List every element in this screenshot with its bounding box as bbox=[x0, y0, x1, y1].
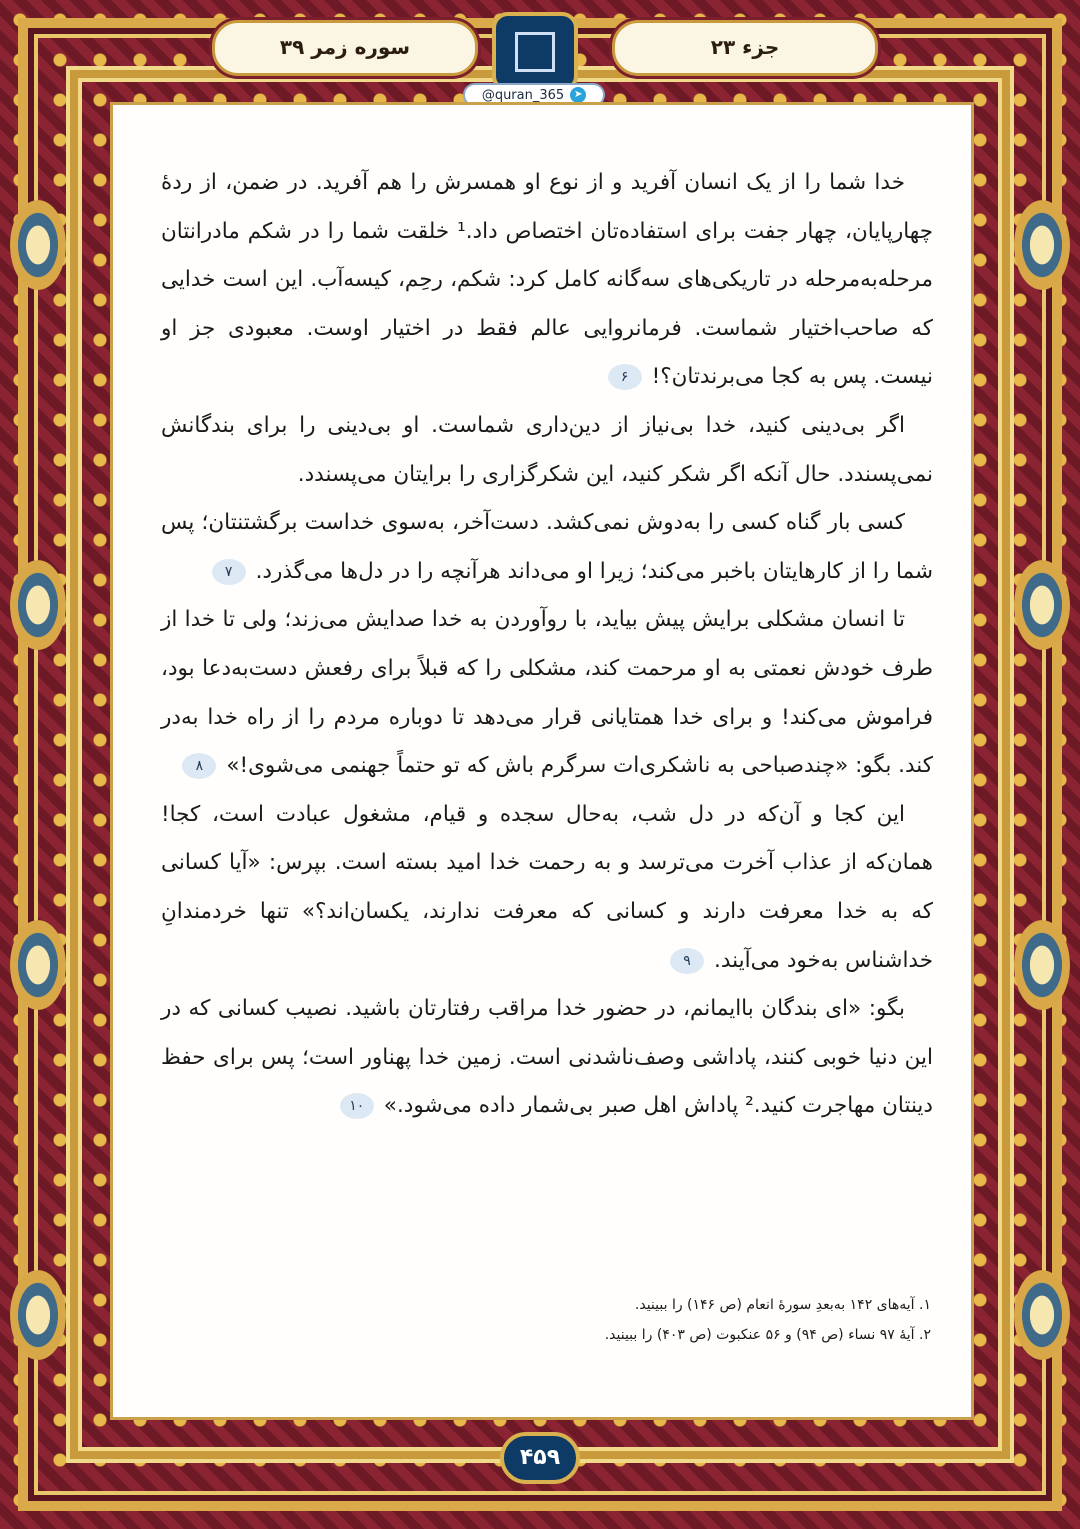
paragraph: کسی بار گناه کسی را به‌دوش نمی‌کشد. دست‌آخر، به‌سوی خداست برگشتنتان؛ پس شما را از کارهایتان باخبر می‌کند؛ زیرا او می‌داند هرآنچه را در دل‌ها می‌گذرد.۷ bbox=[161, 510, 933, 584]
ayah-number: ۸ bbox=[182, 753, 216, 779]
paragraph: اگر بی‌دینی کنید، خدا بی‌نیاز از دین‌داری شماست. او بی‌دینی را برای بندگانش نمی‌پسندد. حال آنکه اگر شکر کنید، این شکرگزاری را برایتان می‌پسندد. bbox=[161, 412, 933, 487]
ayah-number: ۷ bbox=[212, 559, 246, 585]
left-medallion-icon bbox=[10, 200, 66, 290]
right-medallion-icon bbox=[1014, 560, 1070, 650]
footnote: ۲. آیهٔ ۹۷ نساء (ص ۹۴) و ۵۶ عنکبوت (ص ۴۰۳) را ببینید. bbox=[604, 1327, 931, 1343]
kufic-emblem-icon bbox=[492, 12, 578, 92]
paragraph: این کجا و آن‌که در دل شب، به‌حال سجده و قیام، مشغول عبادت است، کجا! همان‌که از عذاب آخرت می‌ترسد و به رحمت خدا امید بسته است. بپرس: «آیا کسانی که به خدا معرفت دارند و کسانی که معرفت ندارند، یکسان‌اند؟» تنها خردمندانِ خداشناس به‌خود می‌آیند.۹ bbox=[161, 801, 933, 973]
left-medallion-icon bbox=[10, 920, 66, 1010]
ayah-number: ۱۰ bbox=[340, 1093, 374, 1119]
ayah-number: ۹ bbox=[670, 948, 704, 974]
footnotes bbox=[411, 1290, 931, 1350]
page-number: ۴۵۹ bbox=[500, 1432, 580, 1484]
left-medallion-icon bbox=[10, 560, 66, 650]
footnote: ۱. آیه‌های ۱۴۲ به‌بعدِ سورهٔ انعام (ص ۱۴۶) را ببینید. bbox=[634, 1297, 931, 1313]
surah-label: سوره زمر ۳۹ bbox=[212, 20, 478, 76]
channel-handle-text: @quran_365 bbox=[481, 87, 565, 103]
right-medallion-icon bbox=[1014, 920, 1070, 1010]
juz-label: جزء ۲۳ bbox=[612, 20, 878, 76]
right-medallion-icon bbox=[1014, 1270, 1070, 1360]
telegram-icon: ➤ bbox=[570, 87, 586, 103]
translation-text bbox=[161, 159, 933, 1131]
right-medallion-icon bbox=[1014, 200, 1070, 290]
ayah-number: ۶ bbox=[608, 364, 642, 390]
text-panel bbox=[110, 102, 974, 1420]
paragraph: تا انسان مشکلی برایش پیش بیاید، با روآوردن به خدا صدایش می‌زند؛ ولی تا خدا از طرف خودش نعمتی به او مرحمت کند، مشکلی را که قبلاً برای رفعش دست‌به‌دعا بود، فراموش می‌کند! و برای خدا همتایانی قرار می‌دهد تا دوباره مردم را از راه خدا به‌در کند. بگو: «چندصباحی به ناشکری‌ات سرگرم باش که تو حتماً جهنمی می‌شوی!»۸ bbox=[161, 607, 933, 779]
paragraph: خدا شما را از یک انسان آفرید و از نوع او همسرش را هم آفرید. در ضمن، از ردهٔ چهارپایان، چهار جفت برای استفاده‌تان اختصاص داد.¹ خلقت شما را در شکم مادرانتان مرحله‌به‌مرحله در تاریکی‌های سه‌گانه کامل کرد: شکم، رحِم، کیسه‌آب. این است خدایی که صاحب‌اختیار شماست. فرمانروایی عالم فقط در اختیار اوست. معبودی جز او نیست. پس به کجا می‌برندتان؟!۶ bbox=[161, 170, 933, 390]
paragraph: بگو: «ای بندگان باایمانم، در حضور خدا مراقب رفتارتان باشید. نصیب کسانی که در این دنیا خوبی کنند، پاداشی وصف‌ناشدنی است. زمین خدا پهناور است؛ پس برای حفظ دینتان مهاجرت کنید.² پاداش اهل صبر بی‌شمار داده می‌شود.»۱۰ bbox=[161, 996, 933, 1119]
left-medallion-icon bbox=[10, 1270, 66, 1360]
